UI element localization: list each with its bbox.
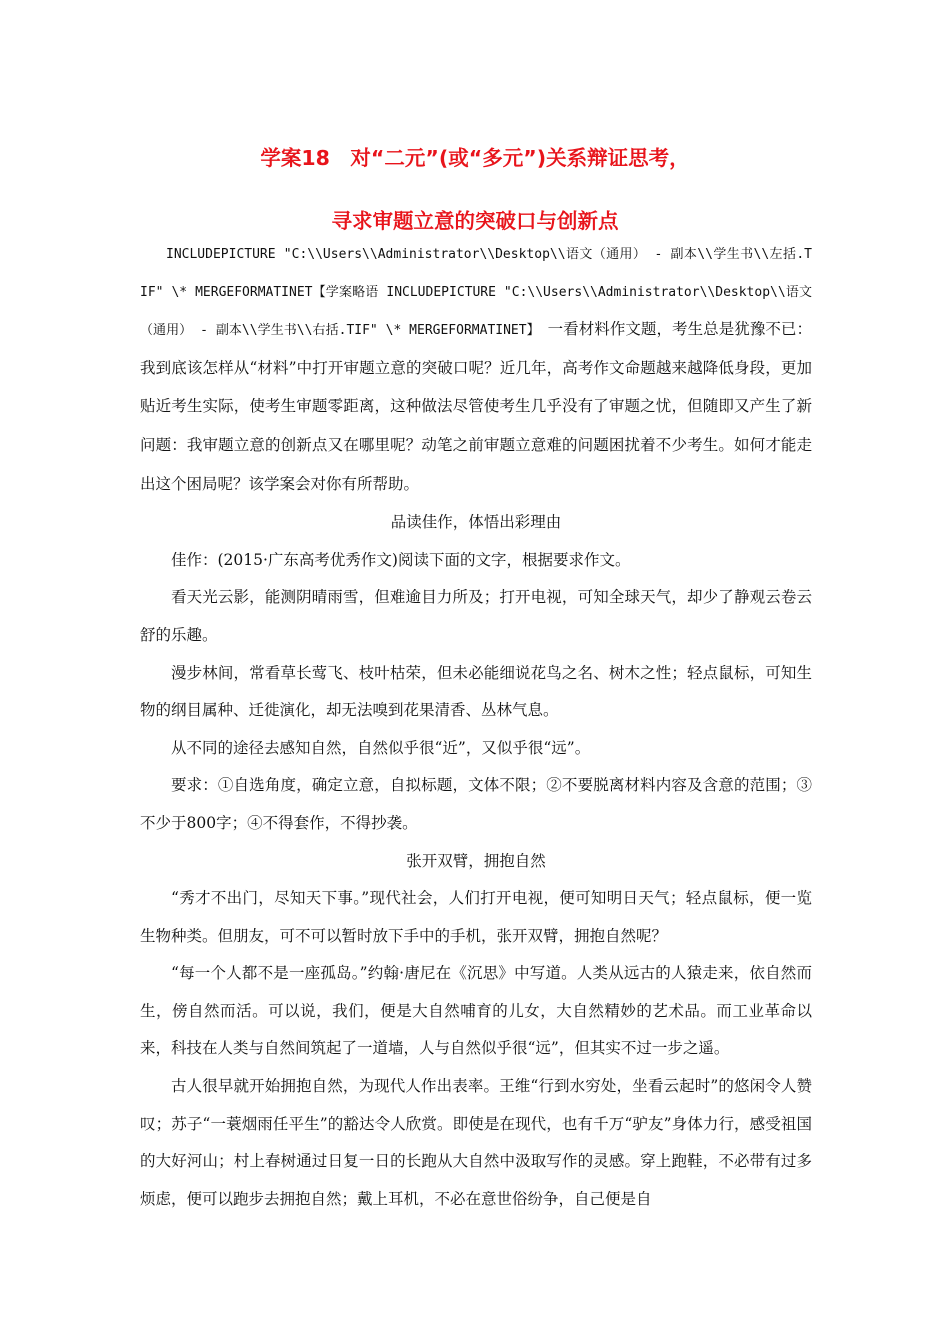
document-body bbox=[140, 236, 812, 1218]
essay-paragraph-3: 古人很早就开始拥抱自然，为现代人作出表率。王维“行到水穷处，坐看云起时”的悠闲令人赞叹；苏子“一蓑烟雨任平生”的豁达令人欣赏。即使是在现代，也有千万“驴友”身体力行，感受祖国的大好河山；村上春树通过日复一日的长跑从大自然中汲取写作的灵感。穿上跑鞋，不必带有过多烦虑，便可以跑步去拥抱自然；戴上耳机，不必在意世俗纷争，自己便是自 bbox=[140, 1077, 812, 1208]
prompt-paragraph-2: 漫步林间，常看草长莺飞、枝叶枯荣，但未必能细说花鸟之名、树木之性；轻点鼠标，可知生物的纲目属种、迁徙演化，却无法嗅到花果清香、丛林气息。 bbox=[140, 663, 812, 720]
prompt-source: 佳作：(2015·广东高考优秀作文)阅读下面的文字，根据要求作文。 bbox=[171, 550, 631, 569]
include-field-code-text: INCLUDEPICTURE "C:\\Users\\Administrator\\Desktop\\语文（通用） - 副本\\学生书\\左括.TIF" \* MERGEFORMATINET【学案略语 INCLUDEPICTURE "C:\\Users\\Administrator\\Desktop\\语文（通用） - 副本\\学生书\\右括.TIF" \* MERGEFORMATINET】 bbox=[140, 247, 812, 339]
essay-paragraph-1: “秀才不出门，尽知天下事。”现代社会，人们打开电视，便可知明日天气；轻点鼠标，便一览生物种类。但朋友，可不可以暂时放下手中的手机，张开双臂，拥抱自然呢？ bbox=[140, 889, 812, 945]
prompt-paragraph-1: 看天光云影，能测阴晴雨雪，但难逾目力所及；打开电视，可知全球天气，却少了静观云卷云舒的乐趣。 bbox=[140, 588, 812, 644]
prompt-paragraph-3: 从不同的途径去感知自然，自然似乎很“近”，又似乎很“远”。 bbox=[171, 738, 591, 757]
intro-paragraph: 一看材料作文题，考生总是犹豫不已：我到底该怎样从“材料”中打开审题立意的突破口呢？近几年，高考作文命题越来越降低身段，更加贴近考生实际，使考生审题零距离，这种做法尽管使考生几乎没有了审题之忧，但随即又产生了新问题：我审题立意的创新点又在哪里呢？动笔之前审题立意难的问题困扰着不少考生。如何才能走出这个困局呢？该学案会对你有所帮助。 bbox=[140, 320, 812, 493]
essay-title: 张开双臂，拥抱自然 bbox=[406, 851, 546, 870]
document-title-line-1: 学案18 对“二元”(或“多元”)关系辩证思考， bbox=[260, 146, 690, 170]
prompt-requirement: 要求：①自选角度，确定立意，自拟标题，文体不限；②不要脱离材料内容及含意的范围；③不少于800字；④不得套作，不得抄袭。 bbox=[140, 776, 812, 832]
include-field-code bbox=[140, 236, 812, 504]
section-heading: 品读佳作，体悟出彩理由 bbox=[390, 513, 562, 532]
essay-paragraph-2: “每一个人都不是一座孤岛。”约翰·唐尼在《沉思》中写道。人类从远古的人猿走来，依自然而生，傍自然而活。可以说，我们，便是大自然哺育的儿女，大自然精妙的艺术品。而工业革命以来，科技在人类与自然间筑起了一道墙，人与自然似乎很“远”，但其实不过一步之遥。 bbox=[140, 964, 812, 1058]
document-title-line-2: 寻求审题立意的突破口与创新点 bbox=[331, 209, 619, 233]
